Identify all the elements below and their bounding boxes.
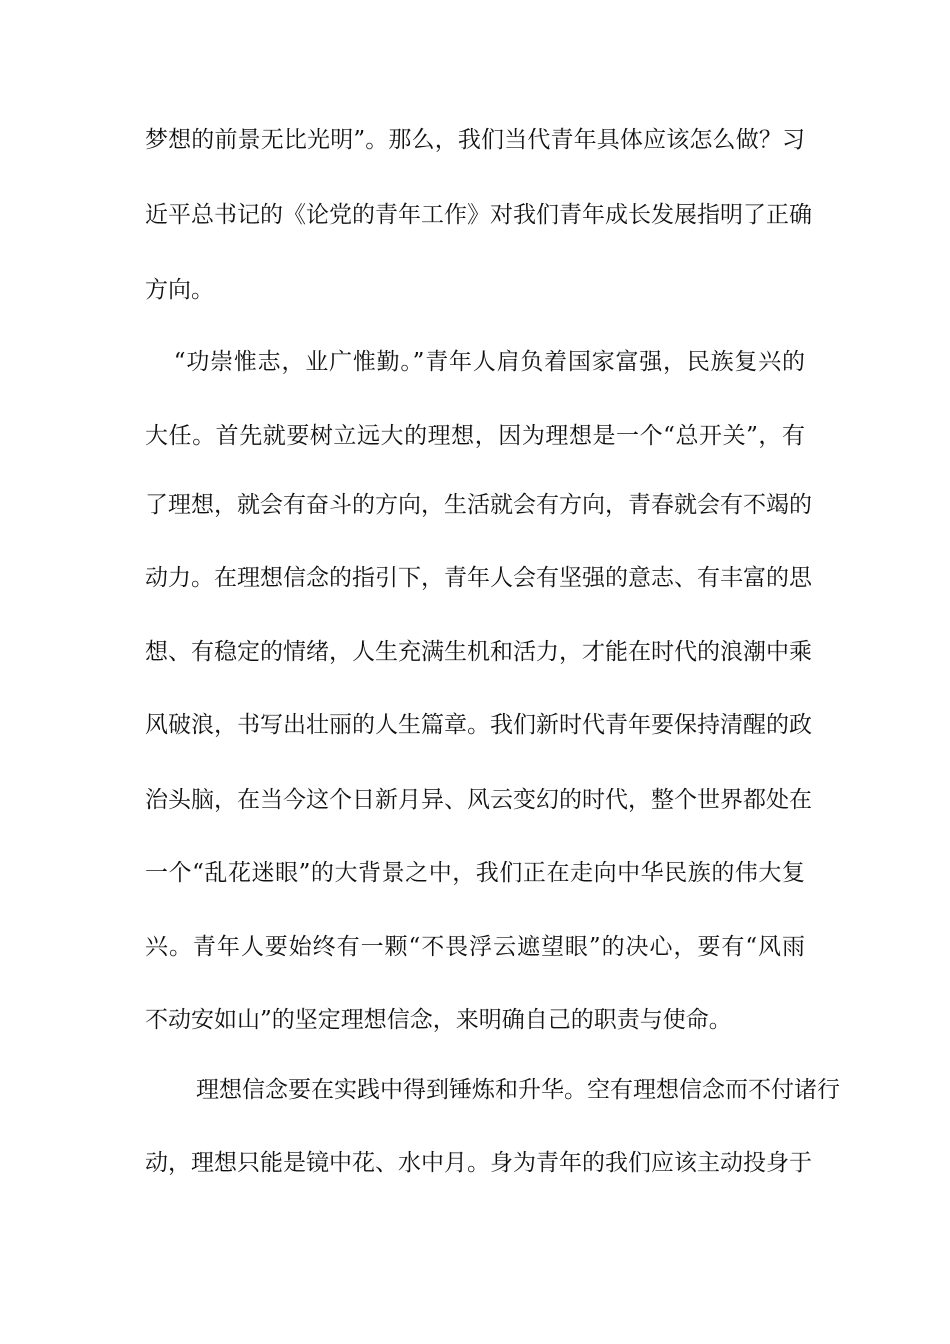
- text-line: 大任。首先就要树立远大的理想，因为理想是一个“总开关”，有: [145, 423, 805, 449]
- text-line: 梦想的前景无比光明”。那么，我们当代青年具体应该怎么做？习: [145, 127, 805, 153]
- text-line: 治头脑，在当今这个日新月异、风云变幻的时代，整个世界都处在: [145, 787, 812, 813]
- text-line: 动，理想只能是镜中花、水中月。身为青年的我们应该主动投身于: [145, 1150, 812, 1176]
- text-line: 兴。青年人要始终有一颗“不畏浮云遮望眼”的决心，要有“风雨: [145, 934, 805, 960]
- text-line: 动力。在理想信念的指引下，青年人会有坚强的意志、有丰富的思: [145, 565, 812, 591]
- text-line: 一个“乱花迷眼”的大背景之中，我们正在走向中华民族的伟大复: [145, 860, 805, 886]
- text-line: 了理想，就会有奋斗的方向，生活就会有方向，青春就会有不竭的: [145, 492, 812, 518]
- text-line: 不动安如山”的坚定理想信念，来明确自己的职责与使命。: [145, 1007, 732, 1033]
- text-line: 风破浪，书写出壮丽的人生篇章。我们新时代青年要保持清醒的政: [145, 712, 812, 738]
- text-line: “功崇惟志，业广惟勤。”青年人肩负着国家富强，民族复兴的: [150, 349, 805, 375]
- text-line: 想、有稳定的情绪，人生充满生机和活力，才能在时代的浪潮中乘: [145, 639, 812, 665]
- text-line: 理想信念要在实践中得到锤炼和升华。空有理想信念而不付诸行: [150, 1077, 840, 1103]
- text-line: 方向。: [145, 277, 214, 303]
- text-line: 近平总书记的《论党的青年工作》对我们青年成长发展指明了正确: [145, 202, 812, 228]
